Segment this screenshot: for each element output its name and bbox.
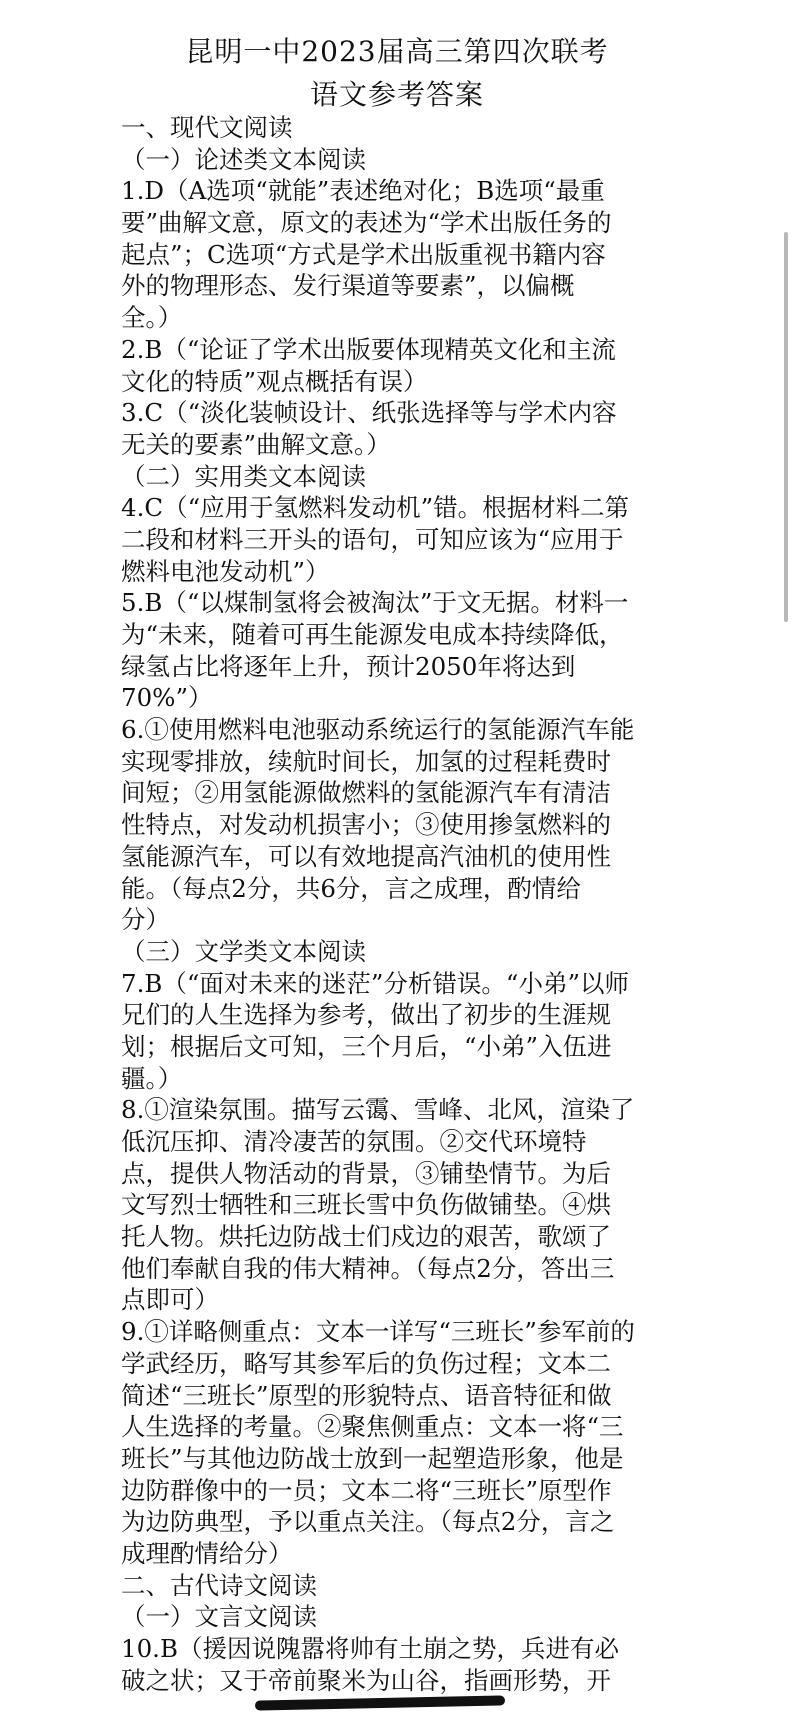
text-line: 全。）: [121, 303, 183, 333]
text-line: 能。（每点2分，共6分，言之成理，酌情给: [121, 873, 581, 903]
text-line: 简述“三班长”原型的形貌特点、语音特征和做: [121, 1380, 612, 1410]
text-line: 为边防典型，予以重点关注。（每点2分，言之: [121, 1507, 615, 1537]
pen-scribble-mark: [255, 1695, 505, 1710]
document-subtitle: 语文参考答案: [309, 78, 484, 111]
text-line: 4.C（“应用于氢燃料发动机”错。根据材料二第: [121, 493, 630, 523]
text-line: 6.①使用燃料电池驱动系统运行的氢能源汽车能: [121, 715, 635, 745]
text-line: 他们奉献自我的伟大精神。（每点2分，答出三: [121, 1253, 615, 1283]
text-line: 性特点，对发动机损害小；③使用掺氢燃料的: [121, 810, 611, 840]
text-line: 间短；②用氢能源做燃料的氢能源汽车有清洁: [121, 778, 611, 808]
text-line: 文化的特质”观点概括有误）: [121, 366, 428, 396]
section-heading: 一、现代文阅读: [121, 113, 293, 142]
text-line: 人生选择的考量。②聚焦侧重点：文本一将“三: [121, 1412, 624, 1442]
text-line: 文写烈士牺牲和三班长雪中负伤做铺垫。④烘: [121, 1190, 611, 1220]
text-line: 10.B（援因说隗嚣将帅有土崩之势，兵进有必: [121, 1634, 619, 1663]
text-line: 班长”与其他边防战士放到一起塑造形象，他是: [121, 1443, 624, 1473]
text-line: 70%”）: [121, 683, 213, 713]
text-line: 3.C（“淡化装帧设计、纸张选择等与学术内容: [121, 398, 617, 428]
text-line: 点，提供人物活动的背景，③铺垫情节。为后: [121, 1158, 611, 1188]
subsection-heading: （三）文学类文本阅读: [121, 936, 366, 966]
text-line: 分）: [121, 905, 170, 935]
text-line: 1.D（A选项“就能”表述绝对化；B选项“最重: [121, 176, 605, 206]
subsection-heading: （二）实用类文本阅读: [121, 461, 366, 491]
text-line: 外的物理形态、发行渠道等要素”，以偏概: [121, 271, 575, 301]
section-heading: 二、古代诗文阅读: [121, 1570, 317, 1600]
text-line: 疆。）: [121, 1063, 183, 1093]
text-line: 为“未来，随着可再生能源发电成本持续降低，: [121, 620, 624, 649]
text-line: 划；根据后文可知，三个月后，“小弟”入伍进: [121, 1031, 612, 1061]
text-line: 二段和材料三开头的语句，可知应该为“应用于: [121, 524, 624, 554]
answer-content: [121, 112, 679, 1696]
text-line: 边防群像中的一员；文本二将“三班长”原型作: [121, 1475, 612, 1505]
text-line: 低沉压抑、清冷凄苦的氛围。②交代环境特: [121, 1127, 587, 1156]
text-line: 要”曲解文意，原文的表述为“学术出版任务的: [121, 208, 612, 238]
text-line: 7.B（“面对未来的迷茫”分析错误。“小弟”以师: [121, 968, 629, 998]
text-line: 9.①详略侧重点：文本一详写“三班长”参军前的: [121, 1317, 635, 1347]
text-line: 绿氢占比将逐年上升，预计2050年将达到: [121, 651, 576, 681]
text-line: 学武经历，略写其参军后的负伤过程；文本二: [121, 1348, 611, 1378]
scrollbar-thumb[interactable]: [784, 232, 788, 622]
text-line: 5.B（“以煤制氢将会被淘汰”于文无据。材料一: [121, 588, 629, 618]
document-title: 昆明一中2023届高三第四次联考: [185, 35, 609, 68]
text-line: 2.B（“论证了学术出版要体现精英文化和主流: [121, 334, 616, 364]
text-line: 破之状；又于帝前聚米为山谷，指画形势，开: [121, 1665, 611, 1695]
text-line: 托人物。烘托边防战士们戍边的艰苦，歌颂了: [121, 1222, 611, 1252]
text-line: 燃料电池发动机”）: [121, 556, 330, 586]
subsection-heading: （一）论述类文本阅读: [121, 144, 366, 174]
subsection-heading: （一）文言文阅读: [121, 1602, 317, 1632]
text-line: 无关的要素”曲解文意。）: [121, 429, 391, 459]
text-line: 点即可）: [121, 1285, 219, 1315]
text-line: 起点”；C选项“方式是学术出版重视书籍内容: [121, 239, 606, 269]
text-line: 成理酌情给分）: [121, 1538, 293, 1568]
text-line: 氢能源汽车，可以有效地提高汽油机的使用性: [121, 841, 611, 871]
text-line: 兄们的人生选择为参考，做出了初步的生涯规: [121, 1000, 611, 1030]
text-line: 实现零排放，续航时间长，加氢的过程耗费时: [121, 746, 611, 776]
text-line: 8.①渲染氛围。描写云霭、雪峰、北风，渲染了: [121, 1095, 635, 1125]
